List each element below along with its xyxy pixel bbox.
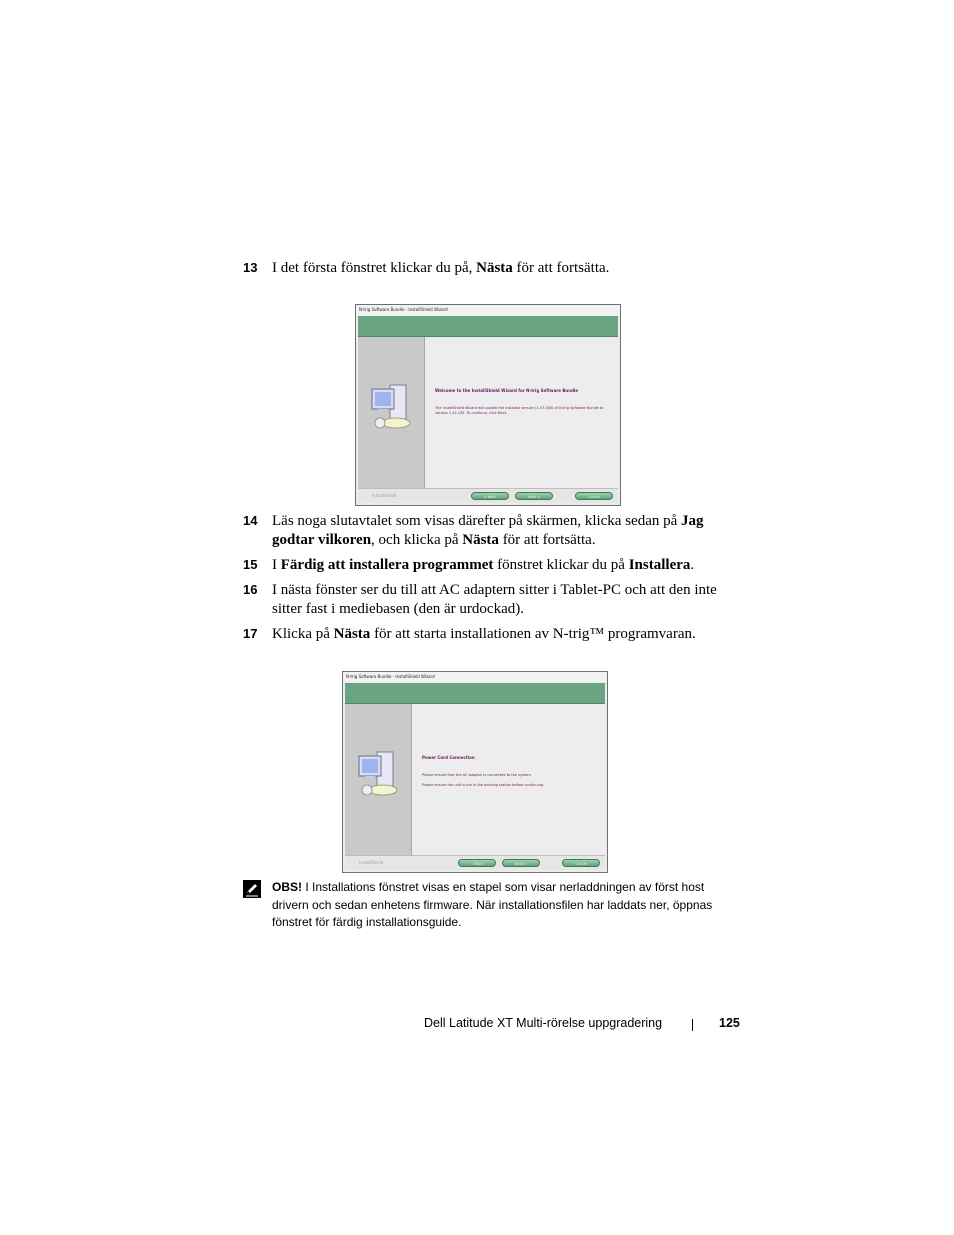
step-text: Läs noga slutavtalet som visas därefter på skärmen, klicka sedan på Jag godtar vilkoren, och klicka på Nästa för att fortsätta. — [272, 513, 704, 548]
step-15 — [243, 556, 743, 575]
wizard-side-panel — [358, 337, 425, 488]
wizard-banner — [358, 316, 618, 337]
installshield-brand: InstallShield — [359, 860, 384, 865]
note-label: OBS! — [272, 880, 302, 894]
step-16 — [243, 581, 743, 619]
wizard-footer — [345, 855, 605, 870]
step-17 — [243, 625, 743, 644]
next-button[interactable]: Next > — [515, 492, 553, 500]
step-number: 14 — [243, 513, 258, 528]
wizard-content — [412, 704, 605, 855]
step-text: I det första fönstret klickar du på, Nästa för att fortsätta. — [272, 260, 610, 276]
note-text: OBS! I Installations fönstret visas en stapel som visar nerladdningen av först host drivern och sedan enhetens firmware. När installationsfilen har laddats ner, öppnas fönstret för färdig installationsguide. — [272, 880, 713, 929]
step-text: Klicka på Nästa för att starta installationen av N-trig™ programvaran. — [272, 626, 696, 642]
note-pencil-icon — [243, 880, 261, 898]
wizard-body-line-2: Please ensure the unit is not in the docking station before continuing. — [422, 783, 545, 787]
wizard-heading: Welcome to the InstallShield Wizard for N-trig Software Bundle — [435, 388, 579, 393]
computer-icon — [368, 381, 414, 431]
wizard-footer — [358, 488, 618, 503]
wizard-heading: Power Cord Connection — [422, 755, 475, 760]
installer-screenshot-welcome — [355, 304, 621, 506]
step-number: 13 — [243, 260, 258, 275]
wizard-banner — [345, 683, 605, 704]
step-number: 15 — [243, 557, 258, 572]
cancel-button[interactable]: Cancel — [575, 492, 613, 500]
wizard-body: The InstallShield Wizard will update the installed version (1.07.000) of N-trig Software Bundle to version 1.42.135. To continue, click Next. — [435, 406, 604, 415]
window-title: N-trig Software Bundle - InstallShield Wizard — [343, 672, 607, 682]
cancel-button[interactable]: Cancel — [562, 859, 600, 867]
step-13 — [243, 259, 743, 278]
step-number: 16 — [243, 582, 258, 597]
back-button[interactable]: < Back — [458, 859, 496, 867]
window-title: N-trig Software Bundle - InstallShield Wizard — [356, 305, 620, 315]
wizard-content — [425, 337, 618, 488]
step-14 — [243, 512, 743, 550]
wizard-body-line-1: Please ensure that the AC adaptor is connected to the system. — [422, 773, 532, 777]
step-text: I Färdig att installera programmet fönstret klickar du på Installera. — [272, 557, 695, 573]
footer-divider — [692, 1019, 693, 1031]
back-button[interactable]: < Back — [471, 492, 509, 500]
step-number: 17 — [243, 626, 258, 641]
installer-screenshot-power-cord — [342, 671, 608, 873]
wizard-side-panel — [345, 704, 412, 855]
page-number: 125 — [719, 1016, 740, 1030]
footer-title: Dell Latitude XT Multi-rörelse uppgradering — [424, 1016, 663, 1030]
installshield-brand: InstallShield — [372, 493, 397, 498]
next-button[interactable]: Next > — [502, 859, 540, 867]
computer-icon — [355, 748, 401, 798]
step-text: I nästa fönster ser du till att AC adaptern sitter i Tablet-PC och att den inte sitter fast i mediebasen (den är urdockad). — [272, 582, 717, 617]
